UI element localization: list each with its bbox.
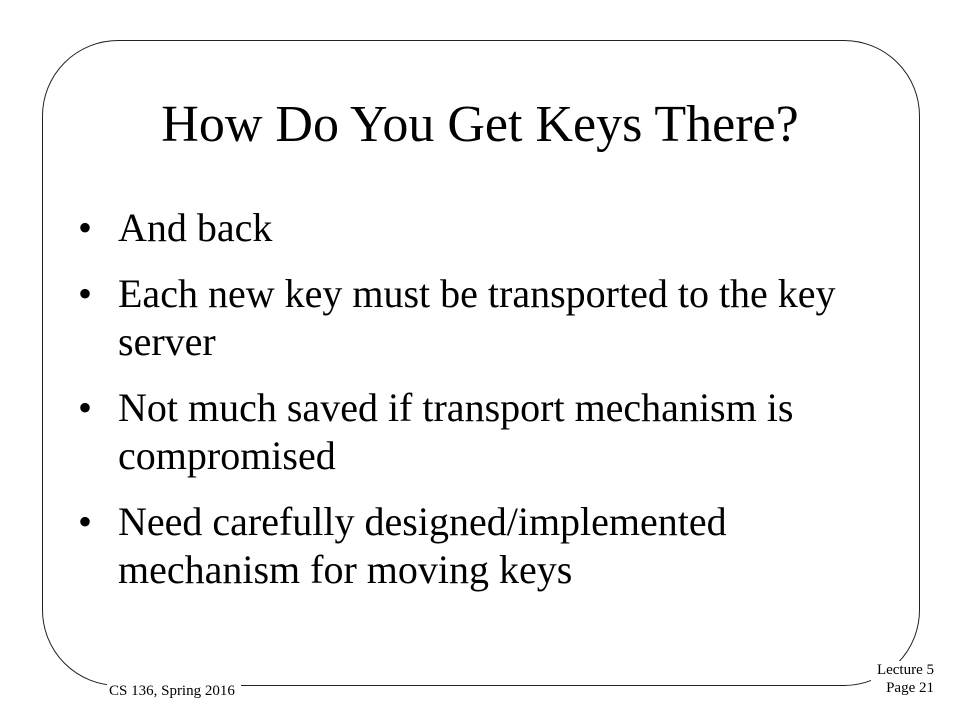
bullet-text: And back: [118, 205, 273, 250]
bullet-text: Not much saved if transport mechanism is compromised: [118, 385, 794, 478]
bullet-dot-icon: •: [78, 271, 93, 316]
footer-course: CS 136, Spring 2016: [107, 682, 241, 700]
slide-title: How Do You Get Keys There?: [161, 96, 799, 153]
footer-lecture-page: [871, 661, 934, 697]
bullet-dot-icon: •: [78, 499, 93, 544]
bullet-text: Need carefully designed/implemented mechanism for moving keys: [118, 499, 727, 592]
bullet-item: [78, 204, 878, 252]
bullet-item: [78, 498, 878, 594]
footer-page: Page 21: [886, 680, 934, 696]
bullet-list: [78, 204, 878, 612]
footer-lecture: Lecture 5: [876, 662, 934, 678]
bullet-item: [78, 384, 878, 480]
bullet-text: Each new key must be transported to the key server: [118, 271, 836, 364]
bullet-dot-icon: •: [78, 205, 93, 250]
bullet-item: [78, 270, 878, 366]
bullet-dot-icon: •: [78, 385, 93, 430]
